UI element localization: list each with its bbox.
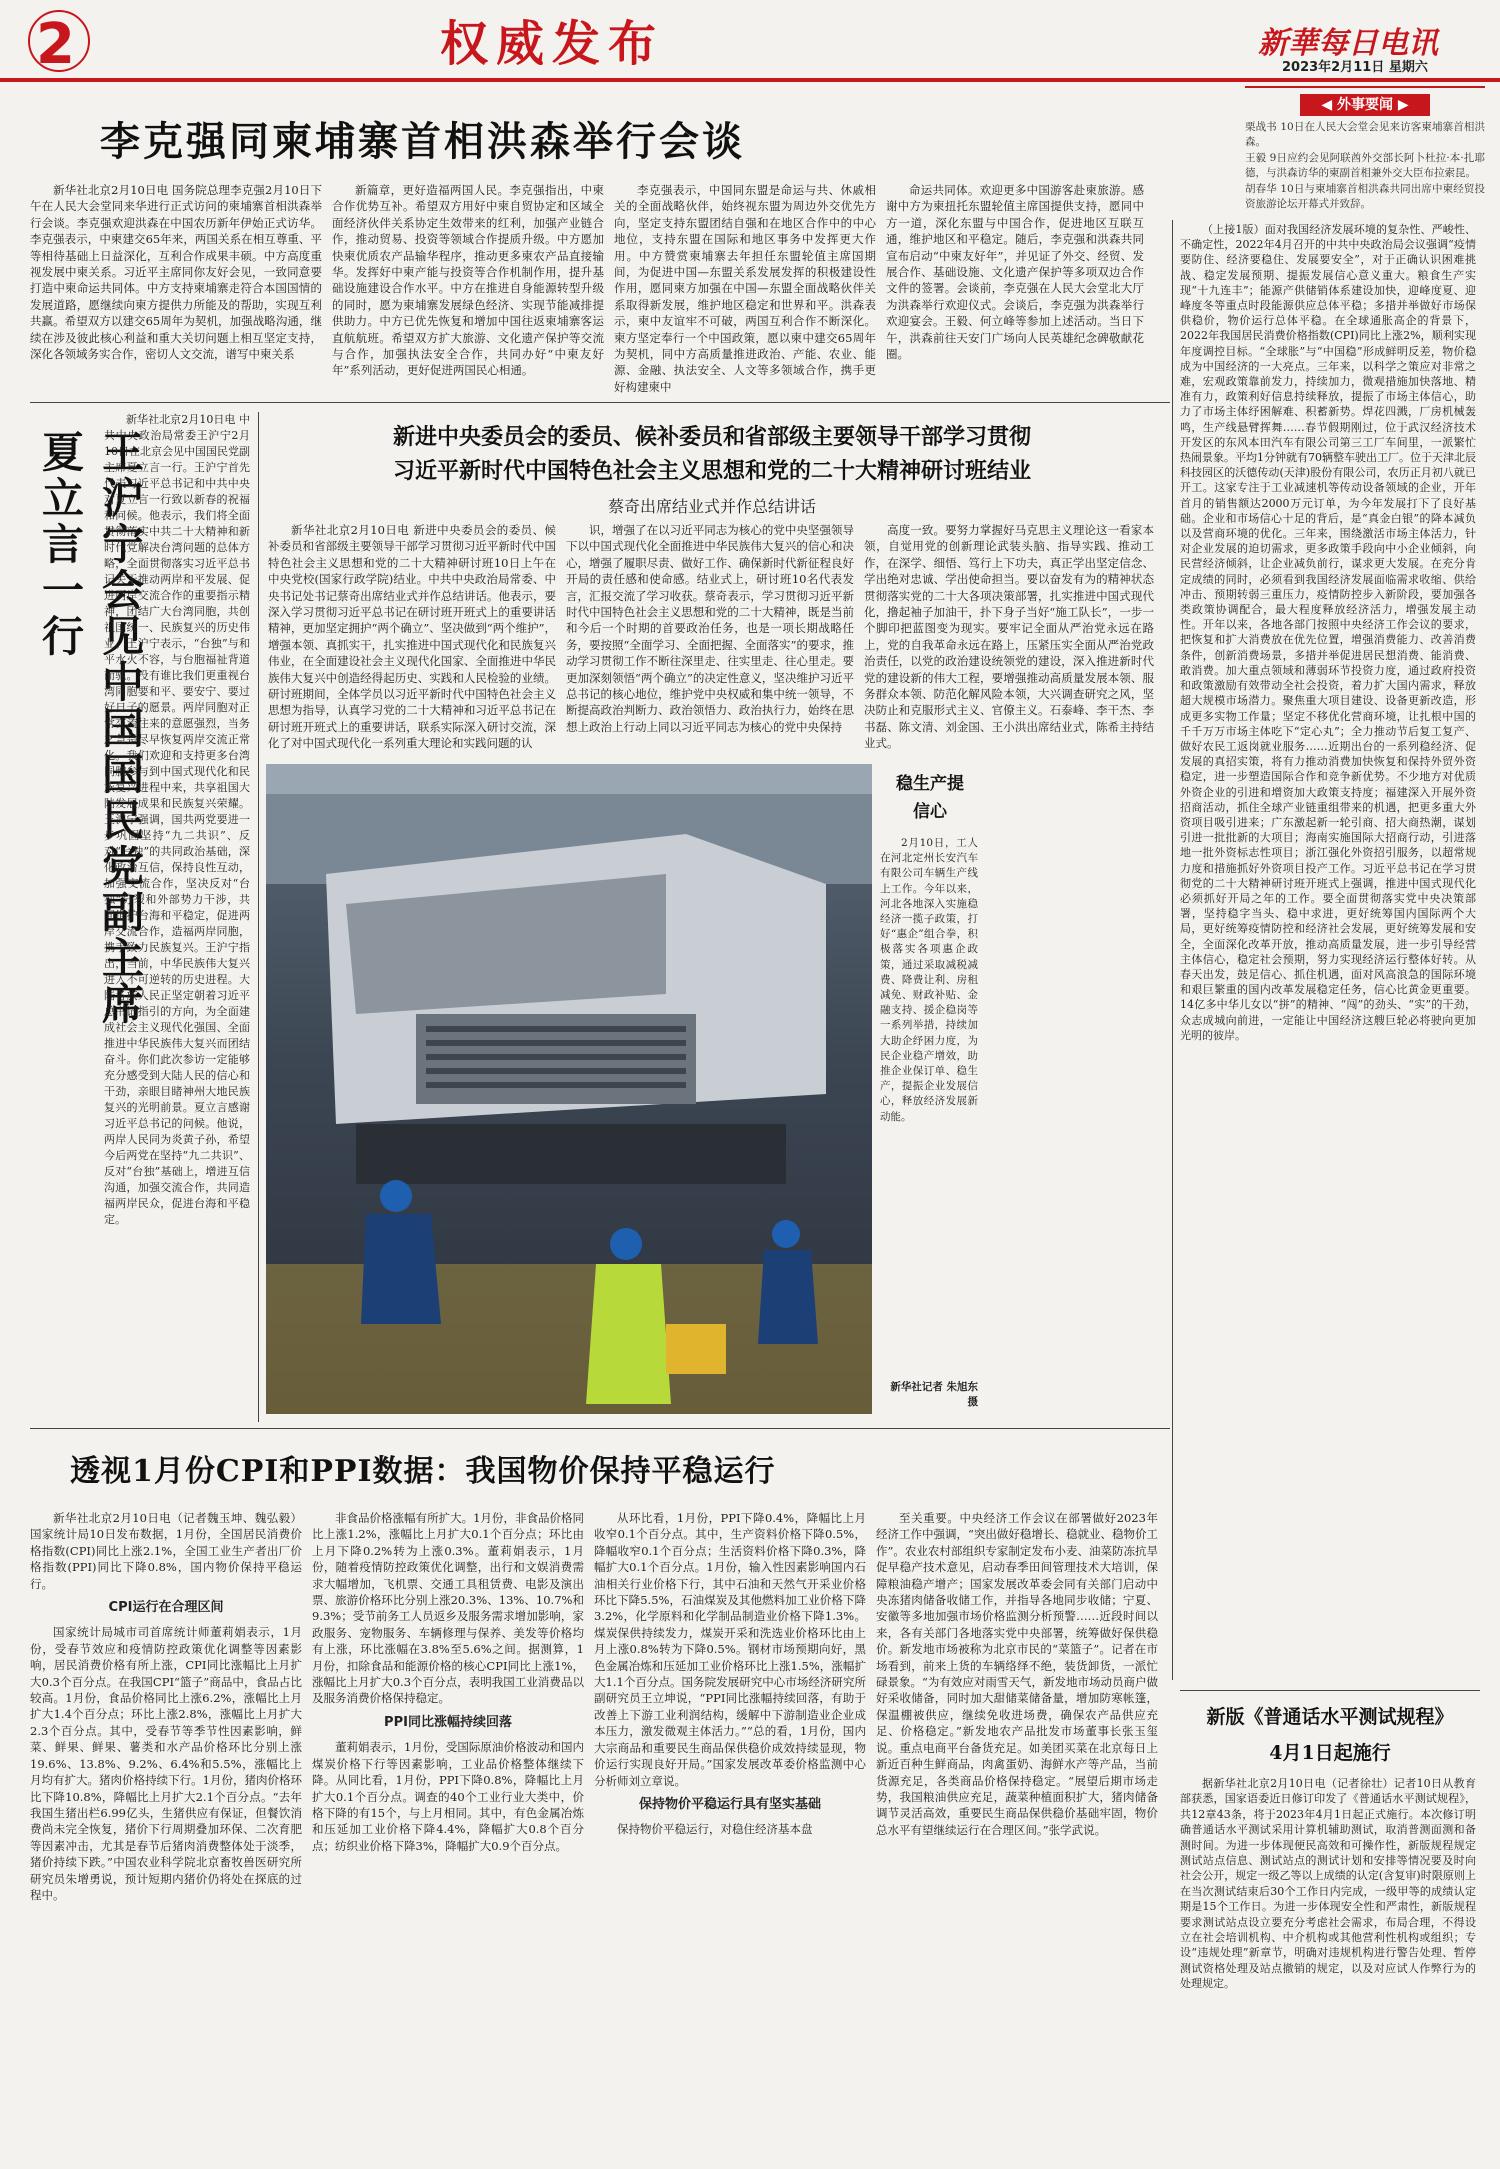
foreign-news-box	[1245, 86, 1485, 208]
masthead-rule	[0, 78, 1500, 82]
article4-subhead: CPI运行在合理区间	[108, 1600, 224, 1616]
article3-col: 新华社北京2月10日电 新进中央委员会的委员、候补委员和省部级主要领导干部学习贯彻习近平新时代中国特色社会主义思想和党的二十大精神研讨班10日上午在中央党校(国家行政学院)结业。中共中央政治局常委、中央书记处书记蔡奇出席结业式并作总结讲话。他表示，要深入学习贯彻习近平总书记在研讨班开班式上的重要讲话精神，更加坚定拥护“两个确立”、坚决做到“两个维护”，增强本领、真抓实干，扎实推进中国式现代化和民族复兴伟业，在全面建设社会主义现代化国家、全面推进中华民族伟大复兴中创造经得起历史、实践和人民检验的业绩。研讨班期间，全体学员以习近平新时代中国特色社会主义思想为指导，认真学习党的二十大精神和习近平总书记在研讨班开班式上的重要讲话，联系实际深入研讨交流，深化了对中国式现代化一系列重大理论和实践问题的认	[268, 523, 557, 751]
triangle-right-icon: ▶	[1397, 97, 1409, 113]
article4-subhead: PPI同比涨幅持续回落	[384, 1714, 512, 1730]
article1-col: 新华社北京2月10日电 国务院总理李克强2月10日下午在人民大会堂同来华进行正式访问的柬埔寨首相洪森举行会谈。李克强欢迎洪森在中国农历新年伊始正式访华。李克强表示，中柬建交65年来，两国关系在相互尊重、平等相待基础上日益深化，互利合作成果丰硕。中方高度重视发展中柬关系。习近平主席同你友好会见，一致同意要打造中柬命运共同体。中方支持柬埔寨走符合本国国情的发展道路，愿继续向柬方提供力所能及的帮助，实现互利共赢。希望双方以建交65周年为契机，加强战略沟通，继续在涉及彼此核心利益和重大关切问题上相互坚定支持，深化各领域务实合作，密切人文交流，谱写中柬关系	[30, 183, 322, 362]
article3-headline-line: 新进中央委员会的委员、候补委员和省部级主要领导干部学习贯彻	[392, 424, 1031, 450]
article2-body: 新华社北京2月10日电 中共中央政治局常委王沪宁2月10日在北京会见中国国民党副主席夏立言一行。王沪宁首先代表习近平总书记和中共中央对夏立言一行致以新春的祝福和问候。他表示，我们将全面贯彻落实中共二十大精神和新时代党解决台湾问题的总体方略，全面贯彻落实习近平总书记关于推动两岸和平发展、促进两岸交流合作的重要指示精神，团结广大台湾同胞，共创祖国统一、民族复兴的历史伟业。王沪宁表示，“台独”与和平水火不容，与台胞福祉背道而驰。没有谁比我们更重视台湾同胞要和平、要安宁、要过好日子的愿景。两岸同胞对正常交流往来的意愿强烈，当务之急是尽早恢复两岸交流正常化。我们欢迎和支持更多台湾同胞参与到中国式现代化和民族复兴进程中来，共享祖国大陆发展成果和民族复兴荣耀。王沪宁强调，国共两党要进一步巩固坚持“九二共识”、反对“台独”的共同政治基础，深化政治互信，保持良性互动，加强交流合作，坚决反对“台独”分裂和外部势力干涉，共同维护台海和平稳定，促进两岸交流合作，造福两岸同胞，携手致力民族复兴。王沪宁指出，当前，中华民族伟大复兴进入不可逆转的历史进程。大陆各族人民正坚定朝着习近平总书记指引的方向，为全面建成社会主义现代化强国、全面推进中华民族伟大复兴而团结奋斗。你们此次参访一定能够充分感受到大陆人民的信心和干劲，亲眼目睹神州大地民族复兴的光明前景。夏立言感谢习近平总书记的问候。他说，两岸人民同为炎黄子孙，希望今后两党在坚持“九二共识”、反对“台独”基础上，增进互信沟通，加强交流合作，共同造福两岸民众，促进台海和平稳定。	[104, 413, 250, 1226]
factory-photo	[266, 764, 872, 1414]
article4-col: 从环比看，1月份，PPI下降0.4%，降幅比上月收窄0.1个百分点。其中，生产资料价格下降0.5%，降幅收窄0.1个百分点；生活资料价格下降0.3%，降幅扩大0.1个百分点。1月份，输入性因素影响国内石油相关行业价格下行，其中石油和天然气开采业价格环比下降5.5%，石油煤炭及其他燃料加工业价格下降3.2%，化学原料和化学制品制造业价格下降1.3%。煤炭保供持续发力，煤炭开采和洗选业价格环比由上月上涨0.8%转为下降0.5%。钢材市场预期向好，黑色金属冶炼和压延加工业价格环比上涨1.5%，涨幅扩大1.1个百分点。国务院发展研究中心市场经济研究所副研究员王立坤说，“PPI同比涨幅持续回落，有助于改善上下游工业利润结构，缓解中下游制造业企业成本压力，激发微观主体活力。”“总的看，1月份，国内大宗商品和重要民生商品保供稳价成效持续显现，物价运行实现良好开局。”国家发展改革委价格监测中心分析师刘立章说。 保持物价平稳运行具有坚实基础 保持物价平稳运行，对稳住经济基本盘	[594, 1511, 866, 1837]
article2-headline: 王沪宁会见中国国民党副主席夏立言一行	[36, 430, 145, 1028]
article1-col: 命运共同体。欢迎更多中国游客赴柬旅游。感谢中方为柬扭托东盟轮值主席国提供支持，愿同中方一道，深化东盟与中国合作，促进地区互联互通，维护地区和平稳定。随后，李克强和洪森共同宣布启动“中柬友好年”，并见证了外交、经贸、发展合作、基础设施、文化遗产保护等多项双边合作文件的签署。会谈前，李克强在人民大会堂北大厅为洪森举行欢迎仪式。会谈后，李克强为洪森举行欢迎宴会。王毅、何立峰等参加上述活动。当日下午，洪森前往天安门广场向人民英雄纪念碑敬献花圈。	[886, 183, 1144, 362]
factory-scene-illustration	[266, 764, 872, 1414]
photo-caption: 2月10日，工人在河北定州长安汽车有限公司车辆生产线上工作。今年以来，河北各地深入实施稳经济一揽子政策，打好“惠企”组合拳，积极落实各项惠企政策，通过采取减税减费、降费让利、房租减免、财政补贴、金融支持、援企稳岗等一系列举措，持续加大助企纾困力度，为民企业稳产增效，助推企业保订单、稳生产，提振企业发展信心，释放经济发展新动能。	[880, 837, 978, 1123]
issue-date: 2023年2月11日 星期六	[1282, 60, 1428, 75]
foreign-news-item: 胡春华 10日与柬埔寨首相洪森共同出席中柬经贸投资旅游论坛开幕式并致辞。	[1245, 183, 1485, 210]
article4-col: 新华社北京2月10日电（记者魏玉坤、魏弘毅）国家统计局10日发布数据，1月份，全国居民消费价格指数(CPI)同比上涨2.1%，全国工业生产者出厂价格指数(PPI)同比下降0.8%，国内物价保持平稳运行。 CPI运行在合理区间 国家统计局城市司首席统计师董莉娟表示，1月份，受春节效应和疫情防控政策优化调整等因素影响，居民消费价格有所上涨，CPI同比涨幅比上月扩大0.3个百分点。在我国CPI“篮子”商品中，食品占比较高。1月份，食品价格同比上涨6.2%，涨幅比上月扩大1.4个百分点；环比上涨2.8%，涨幅比上月扩大2.3个百分点。其中，受春节等季节性因素影响，鲜菜、鲜果、鲜果、薯类和水产品价格环比分别上涨19.6%、13.8%、9.2%、6.4%和5.5%，涨幅比上月均有扩大。猪肉价格持续下行。1月份，猪肉价格环比下降10.8%，降幅比上月扩大2.1个百分点。“去年我国生猪出栏6.99亿头，生猪供应有保证，但餐饮消费尚未完全恢复，猪价下行周期叠加环保、二次育肥等因素冲击，尤其是春节后猪肉消费整体处于淡季，猪价持续下跌。”中国农业科学院北京畜牧兽医研究所研究员朱增勇说，预计短期内猪价仍将处在探底的过程中。	[30, 1511, 302, 1902]
article3-col: 高度一致。要努力掌握好马克思主义理论这一看家本领，自觉用党的创新理论武装头脑、指导实践、推动工作，在深学、细悟、笃行上下功夫，真正学出坚定信念、学出绝对忠诚、学出使命担当。要以奋发有为的精神状态贯彻落实党的二十大各项决策部署，扎实推进中国式现代化，撸起袖子加油干，扑下身子当好“施工队长”，一步一个脚印把蓝图变为现实。要牢记全面从严治党永远在路上，党的自我革命永远在路上，压紧压实全面从严治党政治责任，以党的政治建设统领党的建设，深入推进新时代党的建设新的伟大工程，要增强推动高质量发展本领、服务群众本领、防范化解风险本领，大兴调查研究之风，坚决防止和克服形式主义、官僚主义。石泰峰、李干杰、李书磊、陈文清、刘金国、王小洪出席结业式，陈希主持结业式。	[864, 523, 1154, 751]
foreign-news-item: 栗战书 10日在人民大会堂会见来访客柬埔寨首相洪森。	[1245, 121, 1485, 148]
divider	[1172, 220, 1173, 1680]
article1-headline: 李克强同柬埔寨首相洪森举行会谈	[100, 118, 745, 165]
divider	[1180, 1690, 1480, 1691]
triangle-left-icon: ◀	[1321, 97, 1333, 113]
article3-col: 识，增强了在以习近平同志为核心的党中央坚强领导下以中国式现代化全面推进中华民族伟大复兴的信心和决心，增强了履职尽责、做好工作、确保新时代新征程良好开局的责任感和使命感。结业式上，研讨班10名代表发言，汇报交流了学习收获。蔡奇表示，学习贯彻习近平新时代中国特色社会主义思想和党的二十大精神，既是当前和今后一个时期的首要政治任务，也是一项长期战略任务，要按照“全面学习、全面把握、全面落实”的要求，推动学习贯彻工作不断往深里走、往实里走、往心里走。要更加深刻领悟“两个确立”的决定性意义，坚决维护习近平总书记的核心地位，维护党中央权威和集中统一领导，不断提高政治判断力、政治领悟力、政治执行力，始终在思想上政治上行动上同以习近平同志为核心的党中央保持	[566, 523, 854, 734]
putonghua-body: 据新华社北京2月10日电（记者徐壮）记者10日从教育部获悉，国家语委近日修订印发了《普通话水平测试规程》，共12章43条，将于2023年4月1日起正式施行。本次修订明确普通话水平测试采用计算机辅助测试，取消普测面测和备测时间。为进一步体现便民高效和可操作性，新版规程规定测试站点信息、测试站点的测试计划和安排等情况要及时向社会公开，规定一级乙等以上成绩的认定(含复审)时限原则上在当次测试结束后30个工作日内完成，一级甲等的成绩认定期是15个工作日。为进一步体现安全性和严肃性，新版规程要求测试站点设立要充分考虑社会需求，布局合理，不得设立在社会培训机构、中介机构或其他营利性机构或组织；专设“违规处理”新章节，明确对违规机构进行警告处理、暂停测试资格处理及站点撤销的规定，以及对应试人作弊行为的处理规定。	[1180, 1777, 1476, 1991]
page-number-circle	[28, 10, 90, 72]
divider	[258, 412, 259, 1422]
article3-subtitle: 蔡奇出席结业式并作总结讲话	[607, 497, 816, 516]
article4-col: 非食品价格涨幅有所扩大。1月份，非食品价格同比上涨1.2%，涨幅比上月扩大0.1个百分点；环比由上月下降0.2%转为上涨0.3%。董莉娟表示，1月份，随着疫情防控政策优化调整，出行和文娱消费需求大幅增加，飞机票、交通工具租赁费、电影及演出票、旅游价格环比分别上涨20.3%、13%、10.7%和9.3%；受节前务工人员返乡及服务需求增加影响，家政服务、宠物服务、车辆修理与保养、美发等价格均有上涨，环比涨幅在3.8%至5.6%之间。据测算，1月份，扣除食品和能源价格的核心CPI同比上涨1%，涨幅比上月扩大0.3个百分点，表明我国工业消费品以及服务消费价格保持稳定。 PPI同比涨幅持续回落 董莉娟表示，1月份，受国际原油价格波动和国内煤炭价格下行等因素影响，工业品价格整体继续下降。从同比看，1月份，PPI下降0.8%，降幅比上月扩大0.1个百分点。调查的40个工业行业大类中，价格下降的有15个，与上月相同。其中，有色金属冶炼和压延加工业价格下降4.4%，降幅扩大0.8个百分点；纺织业价格下降3%，降幅扩大0.9个百分点。	[312, 1511, 584, 1853]
divider	[30, 1428, 1170, 1429]
article3-headline-line: 习近平新时代中国特色社会主义思想和党的二十大精神研讨班结业	[392, 458, 1031, 484]
article1-col: 新篇章，更好造福两国人民。李克强指出，中柬合作优势互补。希望双方用好中柬自贸协定和区域全面经济伙伴关系协定生效带来的红利，加强产业链合作，推动贸易、投资等领域合作提质升级。中方愿加快柬优质农产品输华程序，推动更多柬农产品直接输华。发挥好中柬产能与投资等合作机制作用，提升基础设施建设合作水平。中方在推进自身能源转型升级的同时，愿为柬埔寨发展绿色经济、实现节能减排提供助力。中方已优先恢复和增加中国往返柬埔寨客运直航航班。希望双方扩大旅游、文化遗产保护等交流与合作，加强执法安全合作，共同办好“中柬友好年”系列活动，更好促进两国民心相通。	[332, 183, 604, 378]
putonghua-headline: 新版《普通话水平测试规程》	[1206, 1706, 1454, 1728]
divider	[30, 402, 1170, 403]
foreign-news-header: ◀ 外事要闻 ▶	[1300, 94, 1430, 116]
article1-col: 李克强表示，中国同东盟是命运与共、休戚相关的全面战略伙伴，始终视东盟为周边外交优先方向，坚定支持东盟团结自强和在地区合作中的中心地位，支持东盟在国际和地区事务中发挥更大作用。中方赞赏柬埔寨去年担任东盟轮值主席国期间，为促进中国—东盟关系发展发挥的积极建设性作用，愿同柬方加强在中国—东盟全面战略伙伴关系取得新发展，维护地区稳定和世界和平。洪森表示，柬中友谊牢不可破，两国互利合作不断深化。柬方坚定奉行一个中国政策，愿以柬中建交65周年为契机，同中方高质量推进政治、产能、农业、能源、金融、执法安全、人文等多领域合作，携手更好构建柬中	[614, 183, 876, 394]
putonghua-subtitle: 4月1日起施行	[1269, 1742, 1391, 1764]
paper-logo: 新華每日电讯	[1258, 26, 1438, 61]
right-column-body: （上接1版）面对我国经济发展环境的复杂性、严峻性、不确定性，2022年4月召开的中共中央政治局会议强调“疫情要防住、经济要稳住、发展要安全”，对于正确认识困难挑战、稳定发展预期、提振发展信心意义重大。粮食生产实现“十九连丰”；能源产供储销体系建设加快，迎峰度夏、迎峰度冬等重点时段能源供应总体平稳；多措并举做好市场保供稳价，物价运行总体平稳。在全球通胀高企的背景下，2022年我国居民消费价格指数(CPI)同比上涨2%，顺利实现年度调控目标。“全球胀”与“中国稳”形成鲜明反差，物价稳成为中国经济的一大亮点。三年来，以科学之策应对非常之难，宏观政策靠前发力，持续加力，微观措施加快落地、精准有力，政策利好信息持续释放，提振了市场主体信心，助力了市场主体纾困解难、积蓄新势。焊花四溅，厂房机械轰鸣，生产线悬臂挥舞……春节假期刚过，位于武汉经济技术开发区的东风本田汽车有限公司第三工厂车间里，一派繁忙热闹景象。平均1分钟就有70辆整车驶出工厂。位于天津北辰科技园区的沃德传动(天津)股份有限公司，农历正月初八就已开工。这家专注于工业减速机等传动设备领域的企业，开年首月的销售额达2000万元订单，为今年发展打下了良好基础。企业和市场信心十足的背后，是“真金白银”的降本减负以及营商环境的优化。三年来，围绕激活市场主体活力，针对企业发展的迫切需求，更多政策手段向中小企业倾斜，向民营经济倾斜，让企业减负前行，谋求更大发展。在充分肯定成绩的同时，必须看到我国经济发展面临需求收缩、供给冲击、预期转弱三重压力，疫情防控步入新阶段，要加强各类政策协调配合，最大程度释放经济活力，增强发展主动性。开年以来，各地各部门按照中央经济工作会议的要求，把恢复和扩大消费放在优先位置，增强消费能力、改善消费条件，创新消费场景，多措并举促进居民想消费、能消费、敢消费。加大重点领域和薄弱环节投资力度，通过政府投资和政策激励有效带动全社会投资，着力扩大国内需求，释放超大规模市场潜力。聚焦重大项目建设、设备更新改造，形成更多实物工作量；坚定不移优化营商环境，让扎根中国的千千万万市场主体吃下“定心丸”；全力推动节后复工复产、做好农民工返岗就业服务……近期出台的一系列稳经济、促发展的真招实策，将有力推动消费加快恢复和保持外贸外资稳定，进一步塑造国际合作和竞争新优势。不少地方对优质外资企业的引进和增资加大政策支持度；福建深入开展外资招商活动，抓住全球产业链重组带来的机遇，把更多重大外资项目吸引进来；广东激起新一轮引商、招大商热潮，谋划引进一批批新的大项目；海南实施国际大招商行动，引进落地一批外资标志性项目；浙江强化外资招引服务，以超常规力度和措施抓好外资项目投产工作。习近平总书记在学习贯彻党的二十大精神研讨班开班式上强调，推进中国式现代化必须抓好开局之年的工作。要全面贯彻落实党中央决策部署，坚持稳字当头、稳中求进，更好统筹国内国际两个大局，更好统筹疫情防控和经济社会发展，更好统筹发展和安全，全面深化改革开放，推动高质量发展，进一步引导经营主体信心，稳定社会预期，努力实现经济运行整体好转。从春天出发，鼓足信心、抓住机遇，面对风高浪急的国际环境和艰巨繁重的国内改革发展稳定任务，信心比黄金更重要。14亿多中华儿女以“拼”的精神、“闯”的劲头、“实”的干劲，众志成城向前进，一定能让中国经济这艘巨轮必将驶向更加光明的彼岸。	[1180, 223, 1476, 1042]
article4-col: 至关重要。中央经济工作会议在部署做好2023年经济工作中强调，“突出做好稳增长、稳就业、稳物价工作”。农业农村部组织专家制定发布小麦、油菜防冻抗旱促早稳产技术意见，启动春季田间管理技术大培训，保障粮油稳产增产；国家发展改革委会同有关部门启动中央冻猪肉储备收储工作，并指导各地同步收储；宁夏、安徽等多地加强市场价格监测分析预警……近段时间以来，各有关部门各地落实党中央部署，统筹做好保供稳价。新发地市场被称为北京市民的“菜篮子”。记者在市场看到，前来上货的车辆络绎不绝，装货卸货，一派忙碌景象。“为有效应对雨雪天气，新发地市场动员商户做好采收储备，同时加大甜储菜储备量，增加防寒帐篷，保温棚被供应，继续免收进场费，确保农产品供应充足、价格稳定。”新发地农产品批发市场董事长张玉玺说。重点电商平台备货充足。如美团买菜在北京每日上新近百种生鲜商品，肉禽蛋奶、海鲜水产等产品，当前货源充足，各类商品价格保持稳定。“展望后期市场走势，我国粮油供应充足，蔬菜种植面积扩大，猪肉储备调节灵活高效，重要民生商品保供稳价基础牢固，物价总水平有望继续运行在合理区间。”张学武说。	[876, 1511, 1158, 1837]
photo-title: 稳生产提信心	[896, 774, 964, 822]
article4-subhead: 保持物价平稳运行具有坚实基础	[638, 1796, 821, 1812]
page-number: 2	[36, 12, 75, 77]
photo-credit: 新华社记者 朱旭东摄	[890, 1381, 978, 1408]
foreign-news-item: 王毅 9日应约会见阿联酋外交部长阿卜杜拉·本·扎耶德，与洪森访华的柬副首相兼外交大臣布拉索昆。	[1245, 152, 1485, 179]
article4-headline: 透视1月份CPI和PPI数据：我国物价保持平稳运行	[70, 1454, 776, 1489]
article3-headline	[262, 420, 1162, 488]
section-title: 权威发布	[440, 16, 665, 72]
